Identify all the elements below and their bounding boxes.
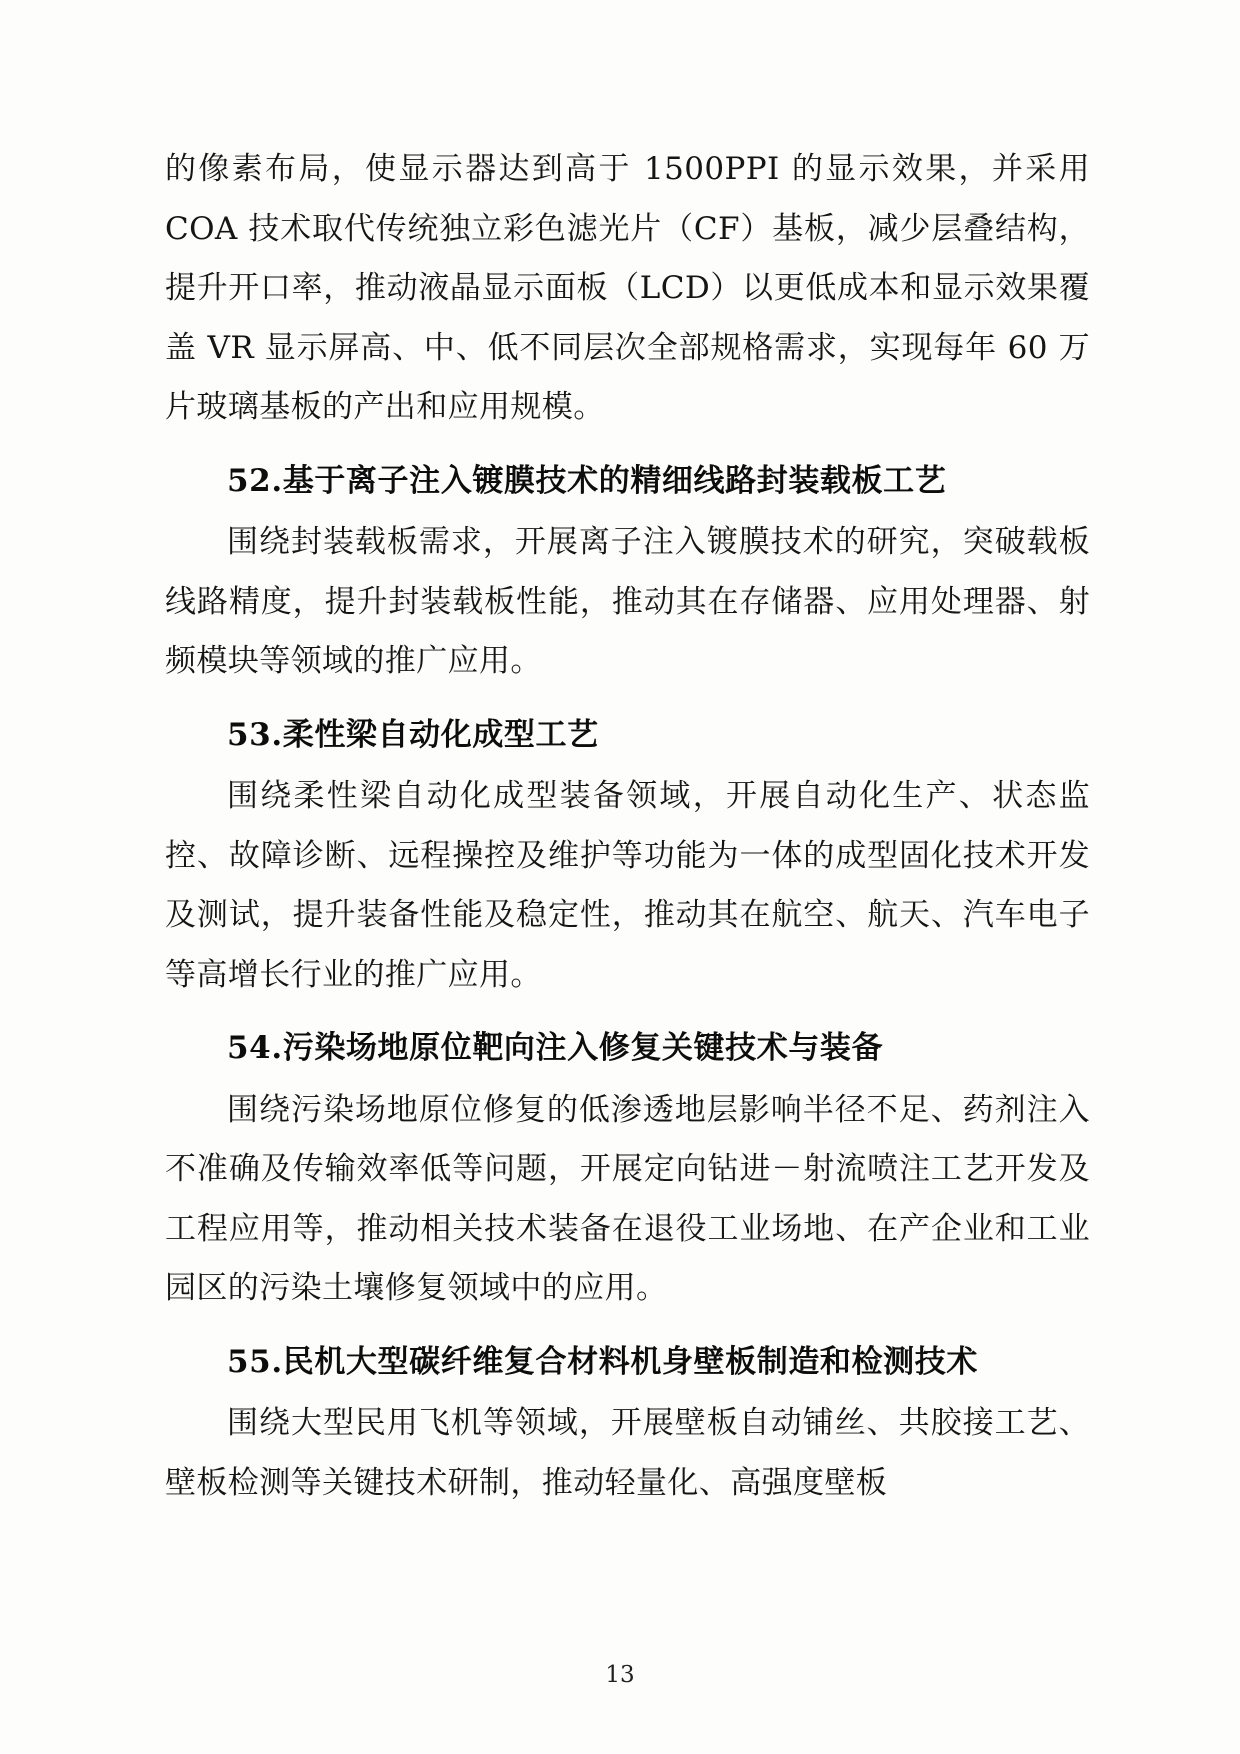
paragraph-55: 围绕大型民用飞机等领域，开展壁板自动铺丝、共胶接工艺、壁板检测等关键技术研制，推动轻量化、高强度壁板 [165, 1405, 1090, 1501]
paragraph-54: 围绕污染场地原位修复的低渗透地层影响半径不足、药剂注入不准确及传输效率低等问题，开展定向钻进－射流喷注工艺开发及工程应用等，推动相关技术装备在退役工业场地、在产企业和工业园区的污染土壤修复领域中的应用。 [165, 1091, 1090, 1307]
heading-55: 55.民机大型碳纤维复合材料机身壁板制造和检测技术 [227, 1343, 978, 1380]
paragraph-pixel-layout: 的像素布局，使显示器达到高于 1500PPI 的显示效果，并采用 COA 技术取代传统独立彩色滤光片（CF）基板，减少层叠结构，提升开口率，推动液晶显示面板（LCD）以更低成本和显示效果覆盖 VR 显示屏高、中、低不同层次全部规格需求，实现每年 60 万片玻璃基板的产出和应用规模。 [165, 151, 1090, 426]
paragraph-53: 围绕柔性梁自动化成型装备领域，开展自动化生产、状态监控、故障诊断、远程操控及维护等功能为一体的成型固化技术开发及测试，提升装备性能及稳定性，推动其在航空、航天、汽车电子等高增长行业的推广应用。 [165, 778, 1090, 993]
page-number: 13 [605, 1662, 635, 1688]
paragraph-52: 围绕封装载板需求，开展离子注入镀膜技术的研究，突破载板线路精度，提升封装载板性能，推动其在存储器、应用处理器、射频模块等领域的推广应用。 [165, 524, 1090, 680]
heading-54: 54.污染场地原位靶向注入修复关键技术与装备 [227, 1030, 884, 1067]
heading-52: 52.基于离子注入镀膜技术的精细线路封装载板工艺 [227, 462, 947, 499]
document-body [165, 140, 1090, 1513]
heading-53: 53.柔性梁自动化成型工艺 [227, 716, 599, 753]
